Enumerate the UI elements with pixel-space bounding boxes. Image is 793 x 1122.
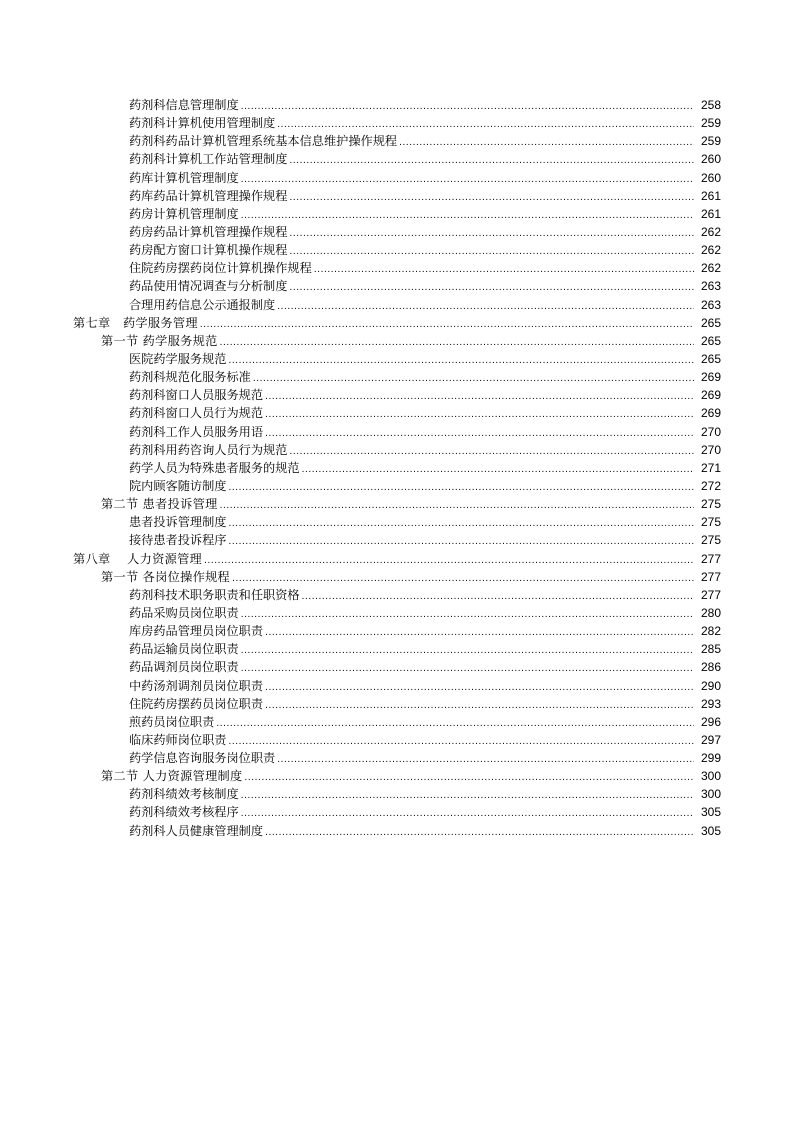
toc-entry-page-number: 285 — [700, 642, 721, 657]
toc-entry-page-number: 275 — [700, 533, 721, 548]
toc-entry-title: 院内顾客随访制度 — [129, 478, 227, 493]
toc-entry-page-number: 299 — [700, 751, 721, 766]
toc-item-entry[interactable] — [0, 277, 793, 295]
toc-entry-page-number: 293 — [700, 696, 721, 711]
toc-entry-page-number: 286 — [700, 660, 721, 675]
toc-entry-title: 第七章 药学服务管理 — [73, 315, 198, 330]
toc-item-entry[interactable] — [0, 205, 793, 223]
toc-entry-title: 药库药品计算机管理操作规程 — [129, 188, 288, 203]
toc-entry-page-number: 265 — [700, 315, 721, 330]
toc-entry-page-number: 270 — [700, 424, 721, 439]
toc-entry-title: 中药汤剂调剂员岗位职责 — [129, 678, 264, 693]
toc-entry-page-number: 262 — [700, 243, 721, 258]
toc-entry-title: 药学人员为特殊患者服务的规范 — [129, 460, 300, 475]
toc-item-entry[interactable] — [0, 259, 793, 277]
toc-entry-title: 煎药员岗位职责 — [129, 714, 215, 729]
toc-entry-title: 药房药品计算机管理操作规程 — [129, 224, 288, 239]
toc-entry-page-number: 265 — [700, 351, 721, 366]
toc-entry-page-number: 270 — [700, 442, 721, 457]
toc-item-entry[interactable] — [0, 169, 793, 187]
toc-entry-title: 临床药师岗位职责 — [129, 732, 227, 747]
toc-entry-page-number: 300 — [700, 787, 721, 802]
toc-entry-page-number: 260 — [700, 152, 721, 167]
toc-entry-page-number: 269 — [700, 388, 721, 403]
toc-entry-page-number: 269 — [700, 406, 721, 421]
toc-item-entry[interactable] — [0, 241, 793, 259]
toc-section-entry[interactable] — [0, 767, 793, 785]
toc-entry-page-number: 271 — [700, 460, 721, 475]
toc-item-entry[interactable] — [0, 386, 793, 404]
toc-entry-page-number: 300 — [700, 769, 721, 784]
toc-entry-title: 药品采购员岗位职责 — [129, 605, 239, 620]
toc-item-entry[interactable] — [0, 586, 793, 604]
toc-entry-title: 药剂科人员健康管理制度 — [129, 823, 264, 838]
toc-entry-page-number: 263 — [700, 279, 721, 294]
toc-entry-title: 药房计算机管理制度 — [129, 206, 239, 221]
toc-item-entry[interactable] — [0, 350, 793, 368]
toc-entry-title: 药剂科计算机使用管理制度 — [129, 116, 276, 131]
toc-item-entry[interactable] — [0, 150, 793, 168]
toc-item-entry[interactable] — [0, 695, 793, 713]
toc-entry-title: 第八章 人力资源管理 — [73, 551, 203, 566]
toc-entry-page-number: 272 — [700, 478, 721, 493]
toc-entry-page-number: 275 — [700, 515, 721, 530]
toc-entry-page-number: 262 — [700, 261, 721, 276]
toc-entry-page-number: 261 — [700, 188, 721, 203]
toc-entry-title: 住院药房摆药岗位计算机操作规程 — [129, 261, 312, 276]
toc-entry-page-number: 290 — [700, 678, 721, 693]
table-of-contents — [0, 96, 793, 840]
toc-item-entry[interactable] — [0, 785, 793, 803]
toc-entry-title: 接待患者投诉程序 — [129, 533, 227, 548]
toc-entry-page-number: 277 — [700, 587, 721, 602]
toc-section-entry[interactable] — [0, 495, 793, 513]
toc-entry-page-number: 296 — [700, 714, 721, 729]
toc-item-entry[interactable] — [0, 822, 793, 840]
toc-entry-title: 患者投诉管理制度 — [129, 515, 227, 530]
toc-item-entry[interactable] — [0, 296, 793, 314]
toc-entry-page-number: 275 — [700, 497, 721, 512]
toc-item-entry[interactable] — [0, 622, 793, 640]
toc-item-entry[interactable] — [0, 368, 793, 386]
toc-entry-title: 合理用药信息公示通报制度 — [129, 297, 276, 312]
toc-entry-page-number: 305 — [700, 805, 721, 820]
toc-entry-title: 住院药房摆药员岗位职责 — [129, 696, 264, 711]
toc-entry-page-number: 263 — [700, 297, 721, 312]
toc-entry-page-number: 261 — [700, 206, 721, 221]
toc-entry-page-number: 260 — [700, 170, 721, 185]
toc-section-entry[interactable] — [0, 332, 793, 350]
toc-item-entry[interactable] — [0, 731, 793, 749]
toc-entry-page-number: 297 — [700, 732, 721, 747]
toc-item-entry[interactable] — [0, 640, 793, 658]
toc-entry-title: 药剂科绩效考核制度 — [129, 787, 239, 802]
toc-item-entry[interactable] — [0, 531, 793, 549]
toc-item-entry[interactable] — [0, 513, 793, 531]
toc-chapter-entry[interactable] — [0, 550, 793, 568]
toc-entry-title: 第二节 患者投诉管理 — [101, 497, 218, 512]
toc-item-entry[interactable] — [0, 658, 793, 676]
toc-entry-title: 药库计算机管理制度 — [129, 170, 239, 185]
toc-entry-page-number: 259 — [700, 116, 721, 131]
toc-entry-page-number: 259 — [700, 134, 721, 149]
toc-section-entry[interactable] — [0, 568, 793, 586]
toc-entry-title: 药剂科窗口人员服务规范 — [129, 388, 264, 403]
toc-entry-page-number: 262 — [700, 224, 721, 239]
toc-entry-title: 药剂科规范化服务标准 — [129, 370, 251, 385]
toc-entry-title: 药品使用情况调查与分析制度 — [129, 279, 288, 294]
toc-item-entry[interactable] — [0, 114, 793, 132]
toc-item-entry[interactable] — [0, 477, 793, 495]
toc-item-entry[interactable] — [0, 604, 793, 622]
toc-entry-title: 第一节 药学服务规范 — [101, 333, 218, 348]
toc-entry-title: 药房配方窗口计算机操作规程 — [129, 243, 288, 258]
toc-item-entry[interactable] — [0, 132, 793, 150]
toc-entry-page-number: 277 — [700, 569, 721, 584]
toc-entry-page-number: 280 — [700, 605, 721, 620]
toc-item-entry[interactable] — [0, 223, 793, 241]
toc-entry-title: 药剂科技术职务职责和任职资格 — [129, 587, 300, 602]
toc-item-entry[interactable] — [0, 96, 793, 114]
toc-item-entry[interactable] — [0, 187, 793, 205]
toc-item-entry[interactable] — [0, 677, 793, 695]
toc-entry-title: 库房药品管理员岗位职责 — [129, 624, 264, 639]
toc-entry-title: 药剂科信息管理制度 — [129, 98, 239, 112]
toc-entry-page-number: 269 — [700, 370, 721, 385]
toc-entry-title: 药剂科用药咨询人员行为规范 — [129, 442, 288, 457]
toc-entry-title: 药品运输员岗位职责 — [129, 642, 239, 657]
toc-entry-title: 药剂科绩效考核程序 — [129, 805, 239, 820]
toc-entry-title: 药剂科药品计算机管理系统基本信息维护操作规程 — [129, 134, 398, 149]
toc-entry-page-number: 282 — [700, 624, 721, 639]
toc-entry-title: 药剂科计算机工作站管理制度 — [129, 152, 288, 167]
toc-entry-title: 药剂科窗口人员行为规范 — [129, 406, 264, 421]
toc-item-entry[interactable] — [0, 404, 793, 422]
toc-entry-title: 药品调剂员岗位职责 — [129, 660, 239, 675]
toc-item-entry[interactable] — [0, 749, 793, 767]
toc-entry-title: 药剂科工作人员服务用语 — [129, 424, 264, 439]
toc-entry-title: 第一节 各岗位操作规程 — [101, 569, 231, 584]
toc-entry-title: 医院药学服务规范 — [129, 351, 227, 366]
toc-item-entry[interactable] — [0, 441, 793, 459]
toc-entry-title: 药学信息咨询服务岗位职责 — [129, 751, 276, 766]
toc-chapter-entry[interactable] — [0, 314, 793, 332]
toc-item-entry[interactable] — [0, 713, 793, 731]
toc-item-entry[interactable] — [0, 803, 793, 821]
toc-entry-page-number: 305 — [700, 823, 721, 838]
toc-item-entry[interactable] — [0, 423, 793, 441]
toc-entry-page-number: 277 — [700, 551, 721, 566]
dot-leader — [265, 824, 694, 842]
toc-item-entry[interactable] — [0, 459, 793, 477]
toc-entry-page-number: 258 — [700, 98, 721, 112]
toc-entry-page-number: 265 — [700, 333, 721, 348]
toc-entry-title: 第二节 人力资源管理制度 — [101, 769, 243, 784]
